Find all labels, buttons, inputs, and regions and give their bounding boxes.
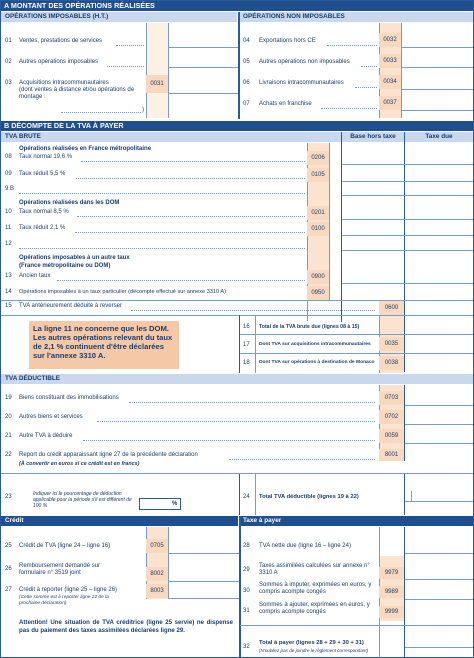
non-taxable-ops-header: OPÉRATIONS NON IMPOSABLES (239, 12, 473, 22)
line-label: Crédit de TVA (ligne 24 – ligne 16) (19, 543, 111, 549)
code-0059: 0059 (379, 429, 404, 443)
line-number: 28 (243, 543, 250, 549)
line-22-note: (À convertir en euros si ce crédit est en francs) (19, 461, 140, 467)
line-label: Report du crédit apparaissant ligne 27 de la précédente déclaration (19, 452, 198, 458)
line-27-note: (Cette somme est à reporter ligne 22 de la prochaine déclaration) (19, 595, 109, 606)
credit-header: Crédit (1, 516, 238, 526)
line-label: TVA antérieurement déduite à reverser (19, 303, 122, 309)
code-column-a-left (146, 23, 168, 118)
line-label: Livraisons intracommunautaires (259, 80, 344, 86)
code-0038: 0038 (379, 356, 404, 370)
line-number: 26 (5, 566, 12, 572)
base-column-header: Base hors taxe (341, 132, 404, 142)
line-number: 27 (5, 587, 12, 593)
code-0033: 0033 (379, 54, 401, 68)
line-label: Biens constituant des immobilisations (19, 395, 119, 401)
code-0201: 0201 (307, 206, 329, 220)
tax-column-header: Taxe due (404, 132, 473, 142)
line-number: 15 (5, 303, 12, 309)
metro-heading: Opérations réalisées en France métropolitaine (19, 146, 152, 152)
line-number: 10 (5, 209, 12, 215)
line-number: 05 (243, 59, 250, 65)
attention-note: Attention! Une situation de TVA créditrice (ligne 25 servie) ne dispense pas du paiement des taxes assimilées déclarées ligne 29. (19, 619, 233, 634)
line-number: 17 (243, 342, 250, 348)
line-number: 20 (5, 414, 12, 420)
other-rate-heading: Opérations imposables à un autre taux (19, 255, 130, 261)
line-label: Achats en franchise (259, 101, 312, 107)
line-number: 12 (5, 241, 12, 247)
line-05-amount[interactable] (402, 51, 473, 67)
line-number: 14 (5, 289, 12, 295)
code-0034: 0034 (379, 75, 401, 89)
line-number: 29 (243, 567, 250, 573)
line-number: 22 (5, 452, 12, 458)
line-03-amount[interactable] (169, 77, 238, 93)
line-number: 13 (5, 273, 12, 279)
line-32-note: (N'oubliez pas de joindre le règlement correspondant) (259, 648, 369, 653)
code-0100: 0100 (307, 222, 329, 236)
line-number: 24 (243, 494, 250, 500)
line-32-label: Total à payer (lignes 28 + 29 + 30 + 31) (259, 640, 364, 646)
line-label: Sommes à ajouter, exprimées en euros, y compris acompte congés (259, 602, 370, 615)
code-0900: 0900 (307, 270, 329, 284)
code-0037: 0037 (379, 96, 401, 110)
code-0035: 0035 (379, 337, 404, 351)
code-9999: 9999 (379, 606, 404, 618)
line-02-amount[interactable] (169, 51, 238, 67)
line-number: 08 (5, 154, 12, 160)
code-0206: 0206 (307, 151, 329, 165)
line-label: Ancien taux (19, 273, 51, 279)
line-label: Taux réduit 2,1 % (19, 225, 66, 231)
dom-heading: Opérations réalisées dans les DOM (19, 200, 120, 206)
line-04-amount[interactable] (402, 31, 473, 47)
other-rate-subheading: (France métropolitaine ou DOM) (19, 263, 111, 269)
line-label: Sommes à imputer, exprimées en euros, y compris acompte congés (259, 582, 372, 595)
section-a-divider (238, 12, 240, 119)
section-a-title: A MONTANT DES OPÉRATIONS RÉALISÉES (1, 1, 473, 11)
code-9989: 9989 (379, 586, 404, 598)
line-label: Opérations imposables à un taux particulier (décompte effectué sur annexe 3310 A) (19, 289, 226, 295)
taxable-ops-header: OPÉRATIONS IMPOSABLES (H.T.) (1, 12, 237, 22)
line-label: Autres biens et services (19, 414, 83, 420)
code-8003: 8003 (146, 584, 168, 598)
line-number: 32 (243, 644, 250, 650)
line-label: Ventes, prestations de services (19, 38, 103, 44)
line-label: Autres opérations imposables (19, 59, 99, 65)
line-label: Autre TVA à déduire (19, 433, 73, 439)
tva-brute-header: TVA BRUTE (1, 132, 473, 142)
section-b-title: B DÉCOMPTE DE LA TVA À PAYER (1, 121, 473, 131)
code-0105: 0105 (307, 168, 329, 182)
line-01-amount[interactable] (169, 31, 238, 47)
line-number: 11 (5, 225, 12, 231)
line-label: Taxes assimilées calculées sur annexe n° 3310 A (259, 563, 370, 576)
line-number: 21 (5, 433, 12, 439)
line-number: 02 (5, 59, 12, 65)
line-label: Total de la TVA brute due (lignes 08 à 15) (259, 324, 360, 330)
code-9979: 9979 (379, 567, 404, 579)
code-8001: 8001 (379, 449, 404, 461)
tax-form: A MONTANT DES OPÉRATIONS RÉALISÉES OPÉRATIONS IMPOSABLES (H.T.) OPÉRATIONS NON IMPOSABLES 01 Ventes, prestations de services 02 Autres opérations imposables 03 Acquisitions intracommunautaires (dont ventes à distance et/ou opérations de montage : ) 0031 04 Exportations hors CE 0032 05 Autres opérations non imposables 0033 06 Livraisons intracommunautaires 0034 07 Achats en franchise 0037 B DÉCOMPTE DE LA TVA À PAYER TVA BRUTE Base hors taxe Taxe due Opérations réalisées en France métropolitaine 08 Taux normal 19,6 % 0206 09 Taux réduit 5,5 % 0105 9 B Opérations réalisées dans les DOM 10 Taux normal 8,5 % 0201 11 Taux réduit 2,1 % 0100 12 Opérations imposables à un autre taux (France métropolitaine ou DOM) 13 Ancien taux 0900 14 Opérations imposables à un taux particulier (décompte effectué sur annexe 3310 A) 0950 15 TVA antérieurement déduite à reverser 0600 La ligne 11 ne concerne que les DOM. Les autres opérations relevant du taux de 2,1 % continuent d'être déclarées sur l'annexe 3310 A. 16 Total de la TVA brute due (lignes 08 à 15) 17 Dont TVA sur acquisitions intracommunautaires 0035 18 Dont TVA sur opérations à destination de Monaco 0038 TVA DÉDUCTIBLE 19 Biens constituant des immobilisations 0703 20 Autres biens et services 0702 21 Autre TVA à déduire 0059 22 Report du crédit apparaissant ligne 27 de la précédente déclaration (À convertir en euros si ce crédit est en francs) 8001 23 Indiquer ici le pourcentage de déduction applicable pour la période s'il est différent de 100 % % 24 Total TVA déductible (lignes 19 à 22) Crédit Taxe à payer 25 Crédit de TVA (ligne 24 – ligne 16) 0705 26 Remboursement demandé sur formulaire n° 3519 joint 8002 27 Crédit à reporter (ligne 25 – ligne 26) (Cette somme est à reporter ligne 22 de la prochaine déclaration) 8003 Attention! Une situation de TVA créditrice (ligne 25 servie) ne dispense pas du paiement des taxes assimilées déclarées ligne 29. 28 TVA nette due (ligne 16 – ligne 24) 29 Taxes assimilées calculées sur annexe n° 3310 A 9979 30 Sommes à imputer, exprimées en euros, y compris acompte congés 9989 31 Sommes à ajouter, exprimées en euros, y compris acompte congés 9999 32 Total à payer (lignes 28 + 29 + 30 + 31) (N'oubliez pas de joindre le règlement correspondant) (0, 0, 474, 658)
line-number: 03 (5, 80, 12, 86)
line-24-label: Total TVA déductible (lignes 19 à 22) (259, 494, 359, 500)
code-0032: 0032 (379, 33, 401, 47)
code-0705: 0705 (146, 539, 168, 553)
tax-payable-header: Taxe à payer (239, 516, 473, 526)
line-06-amount[interactable] (402, 73, 473, 89)
line-label: Dont TVA sur opérations à destination de Monaco (259, 360, 375, 365)
code-0600: 0600 (379, 301, 404, 315)
line-label: Crédit à reporter (ligne 25 – ligne 26) (19, 587, 118, 593)
percent-unit: % (172, 501, 178, 507)
line-number: 23 (5, 494, 12, 500)
line-23-label: Indiquer ici le pourcentage de déduction applicable pour la période s'il est différent de 100 % (33, 491, 132, 509)
line-number: 16 (243, 324, 250, 330)
line-label: Remboursement demandé sur formulaire n° 3519 joint (19, 563, 101, 576)
code-0702: 0702 (379, 410, 404, 424)
line-number: 01 (5, 38, 12, 44)
line-number: 18 (243, 360, 250, 366)
line-number: 31 (243, 608, 250, 614)
line-label: Exportations hors CE (259, 38, 316, 44)
line-label: Dont TVA sur acquisitions intracommunautaires (259, 342, 371, 347)
line-number: 07 (243, 101, 250, 107)
code-8002: 8002 (146, 567, 168, 581)
line-label: TVA nette due (ligne 16 – ligne 24) (259, 543, 351, 549)
dom-rate-note: La ligne 11 ne concerne que les DOM. Les autres opérations relevant du taux de 2,1 % continuent d'être déclarées sur l'annexe 3310 A. (29, 321, 179, 369)
code-0703: 0703 (379, 391, 404, 405)
line-number: 06 (243, 80, 250, 86)
line-sublabel: (dont ventes à distance et/ou opérations de montage : (19, 87, 135, 100)
line-number: 9 B (5, 186, 15, 192)
line-label: Autres opérations non imposables (259, 59, 350, 65)
line-number: 25 (5, 543, 12, 549)
line-number: 19 (5, 395, 12, 401)
tva-deductible-header: TVA DÉDUCTIBLE (1, 374, 473, 384)
line-label: Taux normal 8,5 % (19, 209, 69, 215)
line-number: 04 (243, 38, 250, 44)
line-07-amount[interactable] (402, 94, 473, 110)
code-0950: 0950 (307, 286, 329, 300)
line-label: Taux réduit 5,5 % (19, 171, 66, 177)
line-label: Acquisitions intracommunautaires (19, 80, 109, 86)
line-number: 09 (5, 171, 12, 177)
line-number: 30 (243, 588, 250, 594)
line-label: Taux normal 19,6 % (19, 154, 73, 160)
code-0031: 0031 (146, 75, 168, 93)
